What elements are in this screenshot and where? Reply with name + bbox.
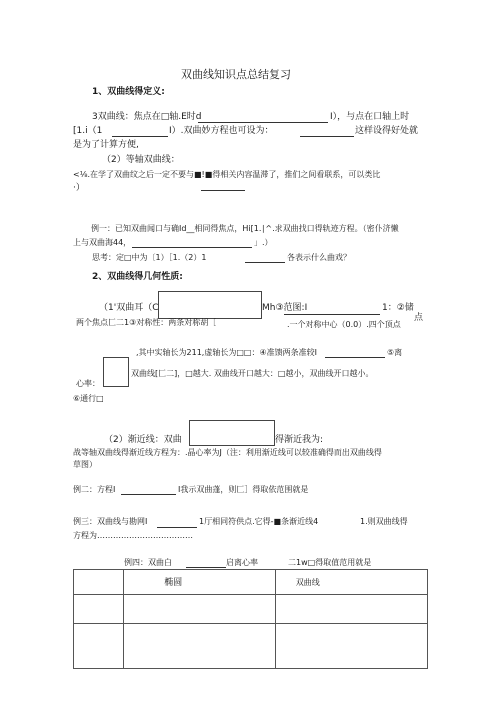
table-cell: [275, 570, 427, 595]
definition-line-1a: 3双曲线：焦点在□轴.E时d: [92, 112, 202, 122]
blank-line: [245, 262, 285, 263]
example-1-line-2-end: 」.）: [254, 238, 273, 247]
blank-line: [121, 494, 176, 495]
section-1-heading: 1、双曲线得定义:: [92, 87, 165, 97]
think-line-a: 思考：定□中为〔1）［1.（2）1: [92, 253, 207, 262]
table-row: [74, 624, 428, 669]
property-5: ⑥通行□: [73, 394, 104, 403]
example-2-b: I我示双曲蓬，则匚］得取依范围就是: [178, 485, 309, 494]
property-1-b: Mh③范图:I: [262, 303, 308, 313]
note-line-end: ·）: [73, 183, 85, 193]
example-3-d: 方程为………………………………: [73, 531, 193, 540]
section-2-heading: 2、双曲线得几何性质:: [92, 272, 183, 282]
table-cell: [124, 624, 276, 669]
example-4-b: 启离心率: [226, 558, 258, 567]
definition-line-3: 是为了计算方便,: [73, 140, 139, 150]
asymptote-b: 得渐近我为:: [275, 435, 324, 445]
formula-box: [189, 420, 275, 446]
eccentricity-label: 心率：: [76, 379, 100, 388]
think-line-b: 各表示什么曲戏？: [287, 253, 351, 262]
table-row: [74, 570, 428, 595]
table-cell: [74, 595, 124, 624]
note-line: <⅛.在学了双曲纹之后一定不要与■!■得相关内容温滞了，推们之间看联系，可以类比: [73, 170, 381, 179]
blank-line: [157, 527, 197, 528]
table-cell: [124, 570, 276, 595]
example-2-a: 例二：方程I: [73, 485, 116, 494]
example-3-b: 1厅相同符供点.它得-■条渐近线4: [199, 517, 319, 526]
table-row: [74, 595, 428, 624]
asymptote-note-2: 草图）: [73, 460, 97, 469]
property-1-c: 1：②储: [382, 303, 414, 313]
asymptote-note-1: 战等轴双曲线得渐近线方程为：.晶心率为J（注：利用渐近线可以较准确得而出双曲线得: [73, 448, 382, 457]
formula-box: [158, 291, 262, 319]
table-cell: [275, 624, 427, 669]
blank-line: [198, 122, 328, 123]
definition-line-2a: [1.i（1: [73, 126, 103, 136]
property-2-a: 两个焦点匚二1③对称性：两条对称胡［: [76, 318, 217, 327]
page-title: 双曲线知识点总结复习: [181, 68, 291, 81]
example-3-a: 例三：双曲线与勘网I: [73, 517, 148, 526]
property-2-b: .一个对称中心（0.0）.四个顶点: [287, 320, 401, 329]
blank-line: [284, 314, 380, 315]
asymptote-a: （2）渐近线：双曲: [104, 435, 182, 445]
example-4-a: 例四：双曲白: [124, 558, 172, 567]
blank-line: [186, 567, 226, 568]
property-4: 双曲线[匚二]，□越大. 双曲线开口越大：□越小，双曲线开口越小。: [131, 369, 374, 378]
blank-line: [201, 190, 245, 191]
example-1-line-1: 例一：已知双曲闻口与确Id__相同得焦点，Hi[1.∣^.求双曲找口得轨迹方程。（密仆济懒: [91, 224, 399, 233]
definition-line-1b: I），与点在口轴上时: [330, 112, 410, 122]
blank-line: [300, 136, 354, 137]
definition-line-2c: 这样设得好处就: [355, 126, 419, 136]
example-3-c: 1.则双曲线得: [360, 517, 408, 526]
blank-line: [112, 136, 168, 137]
table-cell: [74, 570, 124, 595]
table-cell: [74, 624, 124, 669]
table-header-hyperbola: 双曲线: [295, 578, 320, 587]
property-1-a: （1'双曲耳（C: [99, 303, 159, 313]
blank-line: [132, 247, 252, 248]
formula-box: [103, 357, 129, 387]
equilateral-hyperbola-heading: （2）等轴双曲线：: [102, 155, 180, 165]
property-3-a: ,其中实轴长为211,虚轴长为□□：④准馈两条准较I: [136, 348, 318, 357]
example-1-line-2: 上与双曲海44，: [73, 238, 132, 247]
example-4-c: 二1w□得取值范用就是: [288, 558, 372, 567]
table-cell: [275, 595, 427, 624]
table-cell: [124, 595, 276, 624]
property-1-d: 点: [414, 313, 424, 323]
blank-line: [325, 357, 385, 358]
comparison-table: [73, 569, 428, 669]
definition-line-2b: I）.双曲妙方程也可设为：: [169, 126, 274, 136]
table-header-ellipse: 椭圆: [164, 578, 183, 588]
property-3-b: ⑤离: [387, 348, 403, 357]
